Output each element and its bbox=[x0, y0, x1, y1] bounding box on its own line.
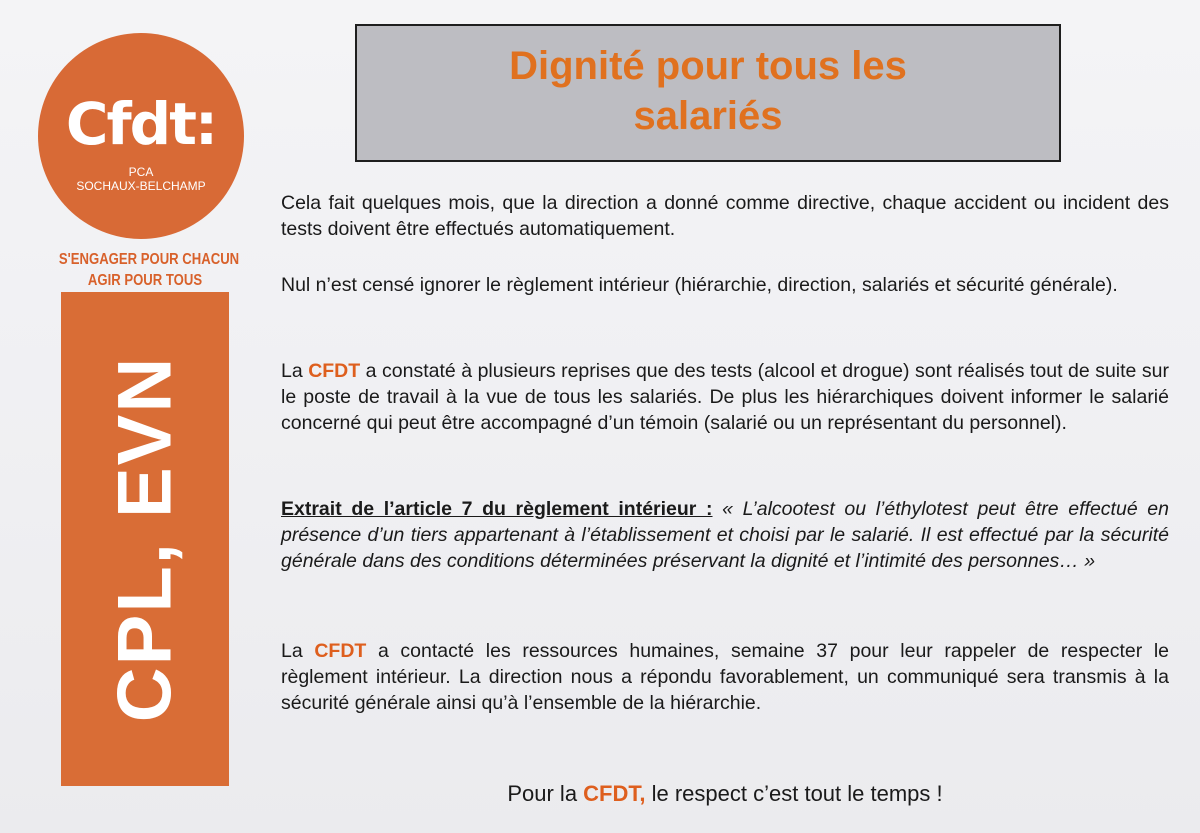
paragraph-5-text: a contacté les ressources humaines, semaine 37 pour leur rappeler de respecter le règlement intérieur. La direction nous a répondu favorablement, un communiqué sera transmis à la sécurité générale ainsi qu’à l’ensemble de la hiérarchie. bbox=[281, 640, 1170, 714]
title-line-1: Dignité pour tous les bbox=[509, 44, 907, 88]
paragraph-1: Cela fait quelques mois, que la direction a donné comme directive, chaque accident ou incident des tests doivent être effectués automatiquement. bbox=[281, 192, 1169, 240]
paragraph-2: Nul n’est censé ignorer le règlement intérieur (hiérarchie, direction, salariés et sécurité générale). bbox=[281, 274, 1118, 296]
logo-site-text: SOCHAUX-BELCHAMP bbox=[76, 179, 206, 193]
paragraph-3-prefix: La bbox=[281, 360, 309, 382]
slogan bbox=[58, 249, 240, 291]
article-extract-label: Extrait de l’article 7 du règlement intérieur : bbox=[281, 498, 713, 520]
logo-pca-text: PCA bbox=[128, 165, 154, 179]
paragraph-3 bbox=[281, 358, 1169, 436]
side-band-label: CPL, EVN bbox=[102, 355, 188, 723]
title-line-2: salariés bbox=[633, 94, 783, 138]
page-title bbox=[357, 41, 1059, 141]
article-extract bbox=[281, 496, 1169, 574]
cfdt-logo bbox=[38, 33, 244, 239]
article-extract-quote: « L’alcootest ou l’éthylotest peut être effectué en présence d’un tiers appartenant à l’établissement et choisi par le salarié. Il est effectué par la sécurité générale dans des conditions déterminées préservant la dignité et l’intimité des personnes… » bbox=[281, 498, 1169, 572]
paragraph-5-prefix: La bbox=[281, 640, 315, 662]
slogan-line-1: S'ENGAGER POUR CHACUN bbox=[58, 251, 240, 268]
paragraph-3-text: a constaté à plusieurs reprises que des tests (alcool et drogue) sont réalisés tout de suite sur le poste de travail à la vue de tous les salariés. De plus les hiérarchiques doivent informer le salarié concerné qui peut être accompagné d’un témoin (salarié ou un représentant du personnel). bbox=[281, 360, 1169, 434]
cfdt-mention: CFDT bbox=[308, 360, 361, 382]
logo-wordmark: Cfdt: bbox=[65, 90, 217, 158]
closing-text: le respect c’est tout le temps ! bbox=[645, 781, 943, 806]
closing-line bbox=[281, 780, 1169, 808]
slogan-line-2: AGIR POUR TOUS bbox=[87, 272, 203, 289]
cfdt-mention: CFDT bbox=[314, 640, 367, 662]
side-band bbox=[61, 292, 229, 786]
title-box bbox=[355, 24, 1061, 162]
paragraph-5 bbox=[281, 638, 1169, 716]
cfdt-mention: CFDT, bbox=[583, 781, 646, 806]
closing-prefix: Pour la bbox=[507, 781, 584, 806]
